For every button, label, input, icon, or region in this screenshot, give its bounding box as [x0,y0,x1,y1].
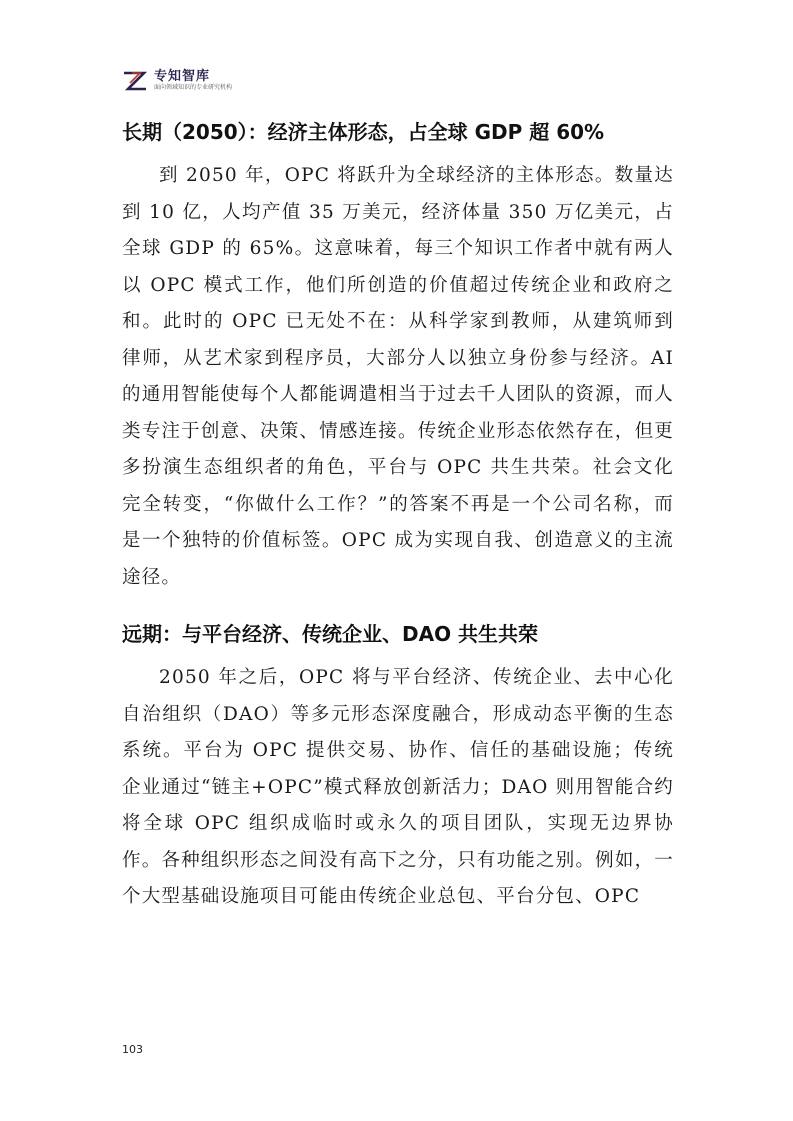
section-heading-far-term: 远期：与平台经济、传统企业、DAO 共生共荣 [122,622,539,646]
page-number: 103 [122,1043,143,1056]
logo-name: 专知智库 [154,69,211,84]
section-paragraph-long-term: 到 2050 年，OPC 将跃升为全球经济的主体形态。数量达到 10 亿，人均产值 35 万美元，经济体量 350 万亿美元，占全球 GDP 的 65%。这意味着，每三个知识工作者中就有两人以 OPC 模式工作，他们所创造的价值超过传统企业和政府之和。此时的 OPC 已无处不在：从科学家到教师，从建筑师到律师，从艺术家到程序员，大部分人以独立身份参与经济。AI 的通用智能使每个人都能调遣相当于过去千人团队的资源，而人类专注于创意、决策、情感连接。传统企业形态依然存在，但更多扮演生态组织者的角色，平台与 OPC 共生共荣。社会文化完全转变，“你做什么工作？”的答案不再是一个公司名称，而是一个独特的价值标签。OPC 成为实现自我、创造意义的主流途径。 [122,165,674,588]
header-logo [122,70,232,92]
document-body [122,112,674,916]
logo-subtitle: 面向领域知识的专业研究机构 [154,84,233,91]
logo-icon [122,70,148,92]
section-paragraph-far-term: 2050 年之后，OPC 将与平台经济、传统企业、去中心化自治组织（DAO）等多元形态深度融合，形成动态平衡的生态系统。平台为 OPC 提供交易、协作、信任的基础设施；传统企业通过“链主+OPC”模式释放创新活力；DAO 则用智能合约将全球 OPC 组织成临时或永久的项目团队，实现无边界协作。各种组织形态之间没有高下之分，只有功能之别。例如，一个大型基础设施项目可能由传统企业总包、平台分包、OPC [122,667,674,907]
section-heading-long-term: 长期（2050）：经济主体形态，占全球 GDP 超 60% [122,120,605,144]
logo-text [154,70,232,92]
